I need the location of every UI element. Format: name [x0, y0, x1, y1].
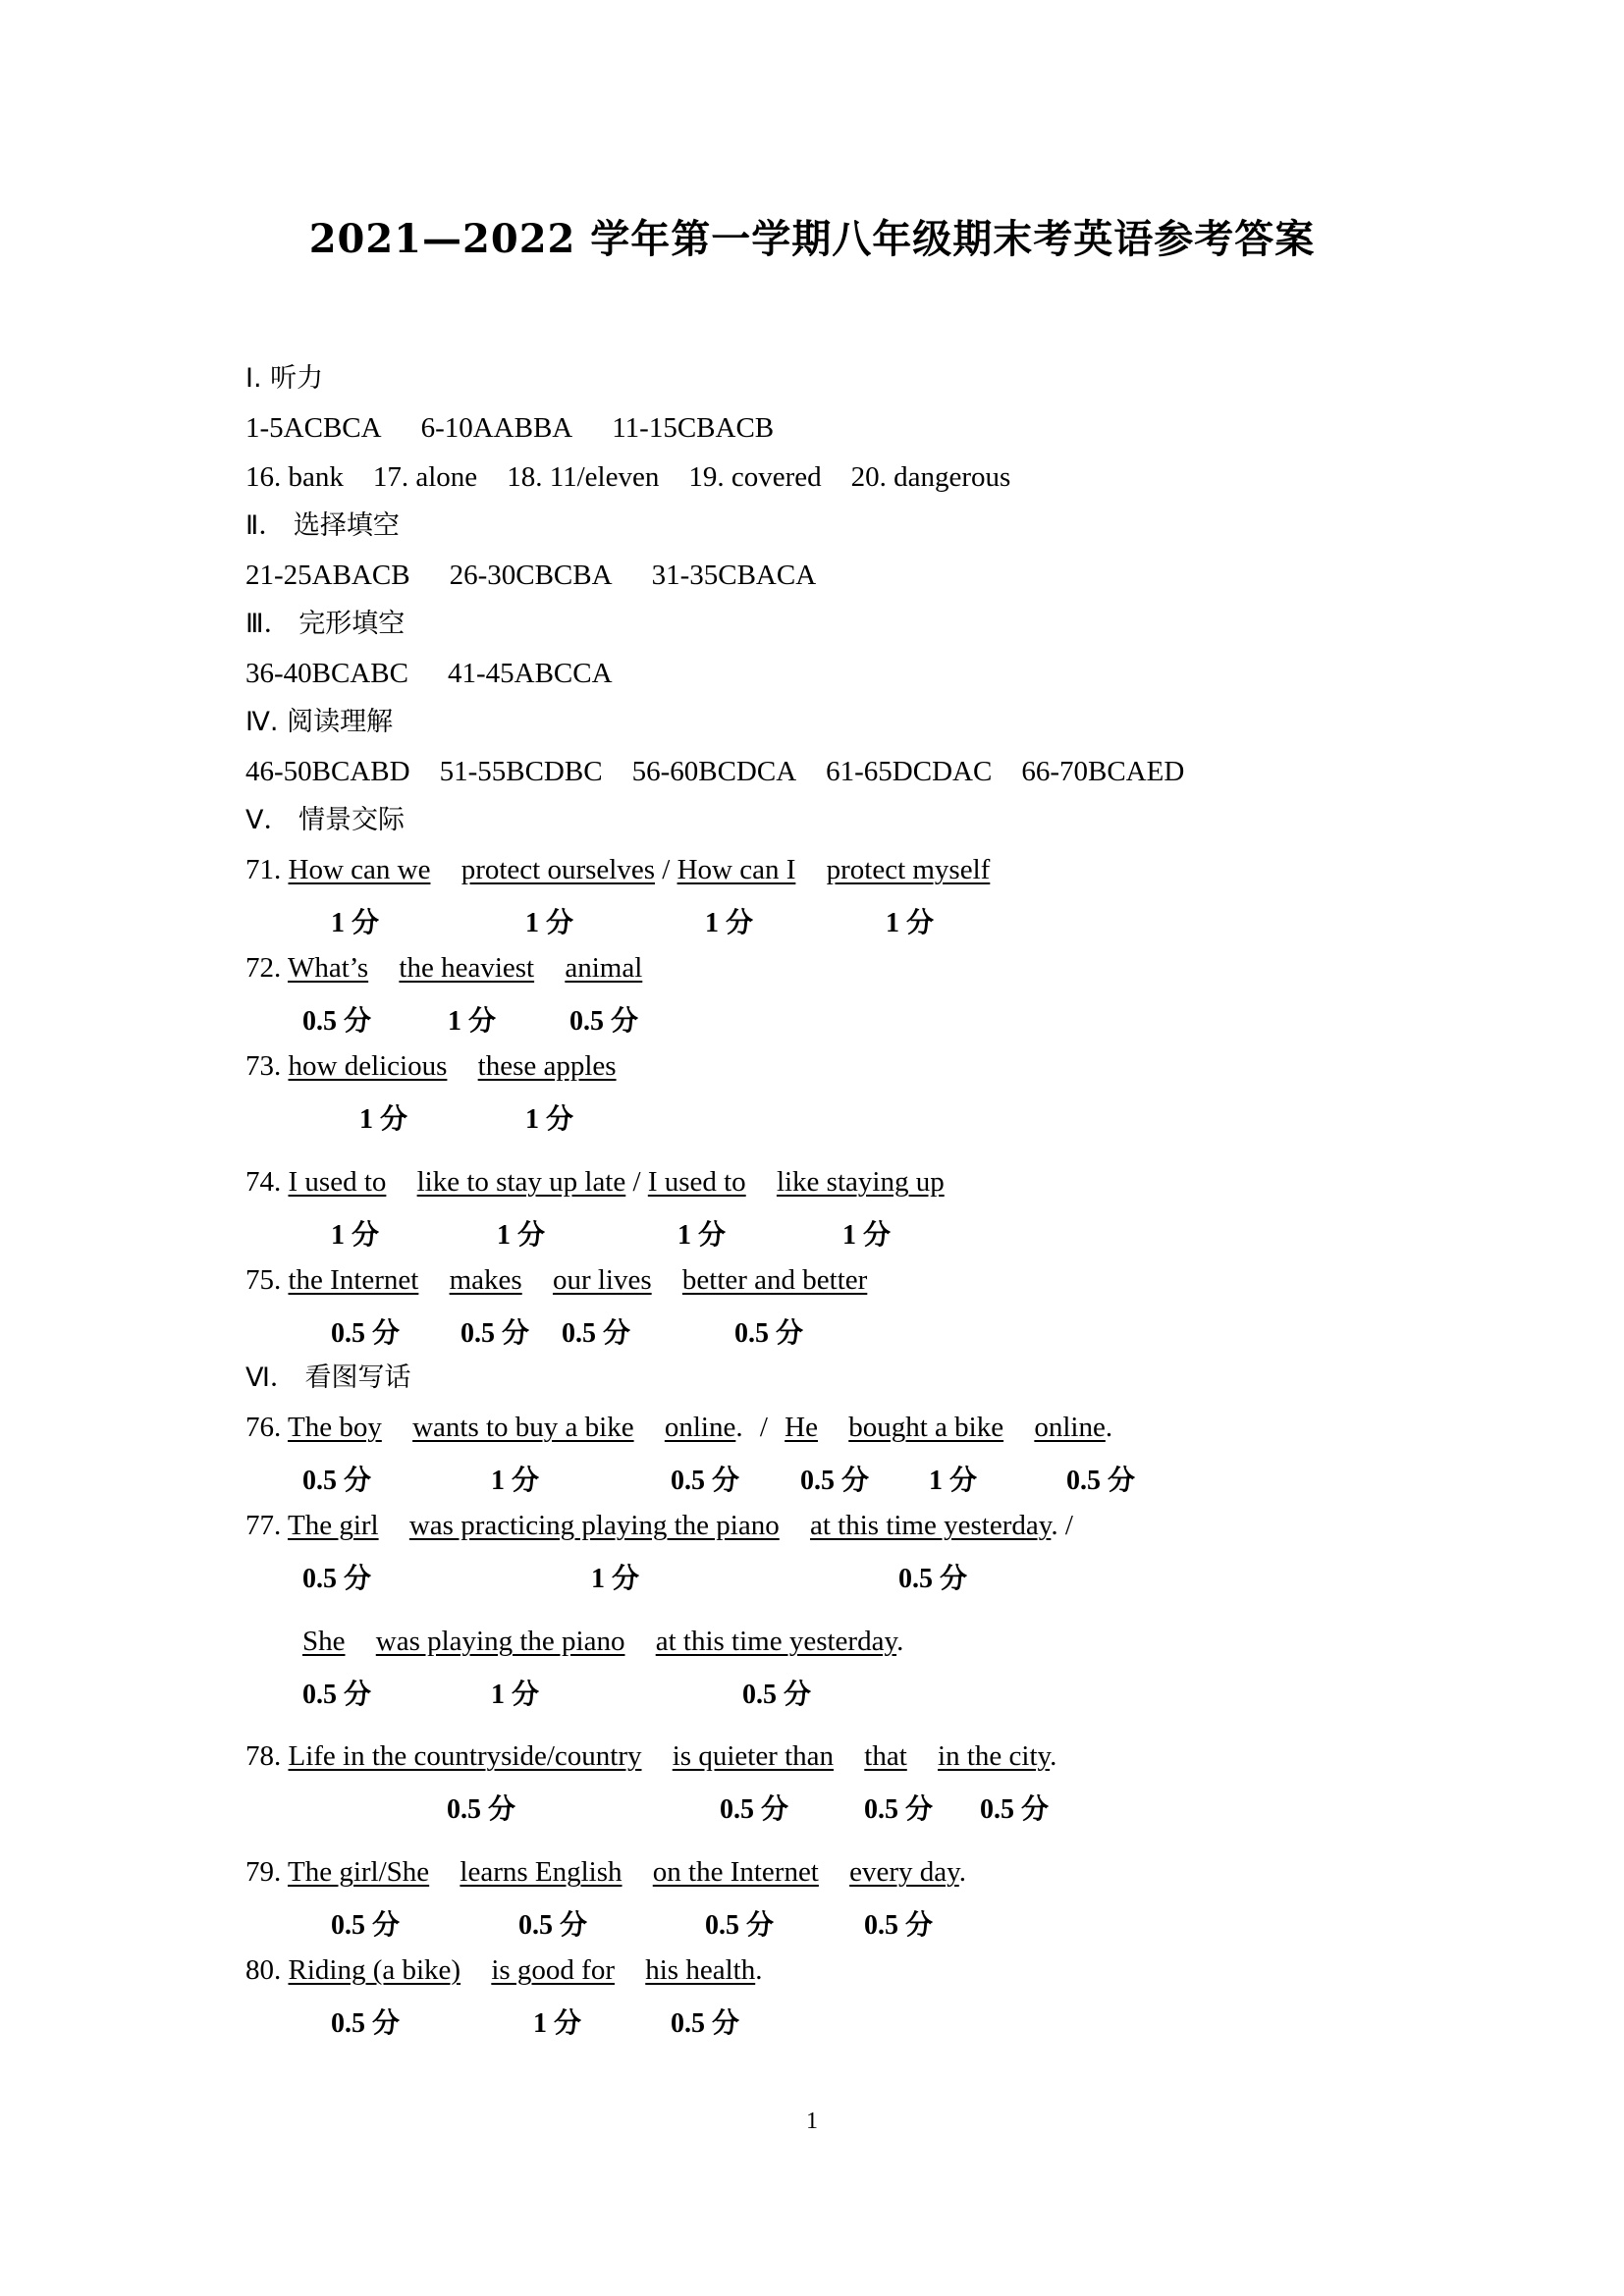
- score-label: 0.5 分: [562, 1318, 631, 1349]
- answer-part: Life in the countryside/country: [288, 1740, 642, 1772]
- answer-part: How can I: [677, 854, 796, 885]
- answer-part: makes: [449, 1264, 522, 1296]
- answer-part: The girl/She: [287, 1856, 430, 1888]
- answer-79: [245, 1854, 966, 1890]
- answer-group: 41-45ABCCA: [447, 658, 613, 689]
- answer-group: 46-50BCABD: [245, 756, 410, 787]
- answer-part: was playing the piano: [375, 1626, 625, 1657]
- question-number: 75.: [245, 1264, 282, 1296]
- score-label: 0.5 分: [447, 1794, 516, 1825]
- answer-71: [245, 852, 990, 887]
- score-label: 0.5 分: [671, 1466, 740, 1496]
- score-label: 0.5 分: [518, 1910, 588, 1941]
- answer-78: [245, 1738, 1056, 1774]
- answer-80: [245, 1952, 762, 1988]
- answer-73: [245, 1048, 617, 1084]
- score-label: 0.5 分: [898, 1564, 968, 1594]
- answer-part: in the city: [938, 1740, 1051, 1772]
- answer-part: our lives: [552, 1264, 652, 1296]
- score-label: 0.5 分: [864, 1910, 934, 1941]
- answer-part: was practicing playing the piano: [408, 1510, 780, 1541]
- section-heading-choice: Ⅱ． 选择填空: [245, 510, 400, 541]
- answer-item: 19. covered: [688, 461, 822, 493]
- answer-72: [245, 950, 642, 986]
- question-number: 71.: [245, 854, 282, 885]
- question-number: 74.: [245, 1166, 282, 1198]
- listening-line-1: [245, 410, 813, 446]
- reading-line-1: [245, 754, 1223, 789]
- answer-group: 31-35CBACA: [651, 560, 817, 591]
- answer-group: 66-70BCAED: [1021, 756, 1185, 787]
- score-label: 1 分: [929, 1466, 978, 1496]
- answer-part: The boy: [287, 1412, 382, 1443]
- score-label: 0.5 分: [980, 1794, 1050, 1825]
- answer-part: is quieter than: [672, 1740, 835, 1772]
- answer-group: 51-55BCDBC: [439, 756, 603, 787]
- score-label: 1 分: [842, 1220, 892, 1251]
- score-label: 1 分: [677, 1220, 727, 1251]
- question-number: 79.: [245, 1856, 282, 1888]
- score-label: 1 分: [886, 908, 935, 938]
- section-heading-listening: Ⅰ. 听力: [245, 363, 324, 394]
- answer-item: 16. bank: [245, 461, 344, 493]
- score-label: 1 分: [591, 1564, 640, 1594]
- answer-part: Riding (a bike): [288, 1954, 461, 1986]
- score-label: 0.5 分: [569, 1006, 639, 1037]
- score-label: 1 分: [331, 908, 380, 938]
- question-number: 76.: [245, 1412, 282, 1443]
- section-heading-writing: Ⅵ． 看图写话: [245, 1362, 411, 1393]
- punctuation: .: [958, 1856, 967, 1888]
- page-number: 1: [806, 2109, 818, 2134]
- answer-part: on the Internet: [652, 1856, 819, 1888]
- question-number: 77.: [245, 1510, 282, 1541]
- answer-item: 17. alone: [372, 461, 478, 493]
- answer-part: is good for: [491, 1954, 615, 1986]
- score-label: 1 分: [491, 1680, 540, 1710]
- answer-part: wants to buy a bike: [412, 1412, 634, 1443]
- answer-part: his health: [645, 1954, 756, 1986]
- score-label: 1 分: [533, 2008, 582, 2039]
- slash-separator: /: [759, 1412, 768, 1443]
- score-label: 1 分: [491, 1466, 540, 1496]
- answer-group: 11-15CBACB: [612, 412, 775, 444]
- score-label: 1 分: [448, 1006, 497, 1037]
- answer-part: protect ourselves: [460, 854, 655, 885]
- answer-part: like to stay up late: [416, 1166, 626, 1198]
- question-number: 78.: [245, 1740, 282, 1772]
- score-label: 1 分: [497, 1220, 546, 1251]
- score-label: 1 分: [331, 1220, 380, 1251]
- answer-76: [245, 1410, 1112, 1445]
- score-label: 0.5 分: [671, 2008, 740, 2039]
- punctuation: . /: [1051, 1510, 1073, 1541]
- answer-group: 61-65DCDAC: [826, 756, 993, 787]
- punctuation: .: [896, 1626, 904, 1657]
- answer-group: 56-60BCDCA: [631, 756, 797, 787]
- score-label: 0.5 分: [302, 1006, 372, 1037]
- question-number: 72.: [245, 952, 282, 984]
- answer-part: the Internet: [288, 1264, 419, 1296]
- answer-group: 6-10AABBA: [420, 412, 573, 444]
- punctuation: .: [1050, 1740, 1057, 1772]
- answer-part: What’s: [287, 952, 369, 984]
- answer-77-alt: [302, 1624, 903, 1659]
- score-label: 1 分: [525, 1104, 574, 1135]
- slash-separator: /: [632, 1166, 641, 1198]
- score-label: 0.5 分: [302, 1680, 372, 1710]
- answer-part: online: [1034, 1412, 1106, 1443]
- score-label: 0.5 分: [800, 1466, 870, 1496]
- answer-group: 21-25ABACB: [245, 560, 410, 591]
- answer-part: how delicious: [288, 1050, 448, 1082]
- answer-part: I used to: [647, 1166, 746, 1198]
- answer-77: [245, 1508, 1073, 1543]
- answer-part: The girl: [287, 1510, 379, 1541]
- answer-part: these apples: [477, 1050, 617, 1082]
- answer-part: like staying up: [776, 1166, 945, 1198]
- score-label: 0.5 分: [864, 1794, 934, 1825]
- answer-part: the heaviest: [399, 952, 535, 984]
- answer-part: I used to: [288, 1166, 387, 1198]
- score-label: 0.5 分: [331, 2008, 401, 2039]
- answer-part: bought a bike: [848, 1412, 1004, 1443]
- answer-group: 26-30CBCBA: [449, 560, 613, 591]
- section-heading-cloze: Ⅲ． 完形填空: [245, 609, 406, 639]
- punctuation: .: [735, 1412, 743, 1443]
- answer-75: [245, 1262, 867, 1298]
- slash-separator: /: [662, 854, 671, 885]
- answer-part: protect myself: [826, 854, 991, 885]
- answer-part: that: [864, 1740, 907, 1772]
- section-heading-dialogue: Ⅴ． 情景交际: [245, 805, 406, 835]
- punctuation: .: [755, 1954, 763, 1986]
- answer-74: [245, 1164, 945, 1200]
- answer-group: 1-5ACBCA: [245, 412, 382, 444]
- answer-item: 20. dangerous: [850, 461, 1011, 493]
- answer-part: learns English: [460, 1856, 623, 1888]
- answer-part: animal: [565, 952, 643, 984]
- score-label: 1 分: [705, 908, 754, 938]
- page-title: 2021—2022 学年第一学期八年级期末考英语参考答案: [308, 216, 1316, 262]
- punctuation: .: [1105, 1412, 1113, 1443]
- score-label: 1 分: [359, 1104, 408, 1135]
- score-label: 0.5 分: [331, 1318, 401, 1349]
- answer-part: better and better: [681, 1264, 868, 1296]
- answer-part: How can we: [288, 854, 431, 885]
- choice-line-1: [245, 558, 855, 593]
- answer-item: 18. 11/eleven: [507, 461, 660, 493]
- answer-part: every day: [849, 1856, 959, 1888]
- listening-line-2: [245, 459, 1050, 495]
- answer-part: at this time yesterday: [809, 1510, 1052, 1541]
- answer-part: online: [664, 1412, 736, 1443]
- score-label: 0.5 分: [302, 1466, 372, 1496]
- answer-part: at this time yesterday: [655, 1626, 897, 1657]
- answer-group: 36-40BCABC: [245, 658, 408, 689]
- question-number: 73.: [245, 1050, 282, 1082]
- score-label: 1 分: [525, 908, 574, 938]
- score-label: 0.5 分: [705, 1910, 775, 1941]
- score-label: 0.5 分: [1066, 1466, 1136, 1496]
- score-label: 0.5 分: [331, 1910, 401, 1941]
- cloze-line-1: [245, 656, 652, 691]
- score-label: 0.5 分: [302, 1564, 372, 1594]
- score-label: 0.5 分: [734, 1318, 804, 1349]
- answer-part: She: [302, 1626, 346, 1657]
- section-heading-reading: Ⅳ. 阅读理解: [245, 707, 394, 737]
- question-number: 80.: [245, 1954, 282, 1986]
- score-label: 0.5 分: [460, 1318, 530, 1349]
- score-label: 0.5 分: [720, 1794, 789, 1825]
- score-label: 0.5 分: [742, 1680, 812, 1710]
- answer-part: He: [785, 1412, 818, 1443]
